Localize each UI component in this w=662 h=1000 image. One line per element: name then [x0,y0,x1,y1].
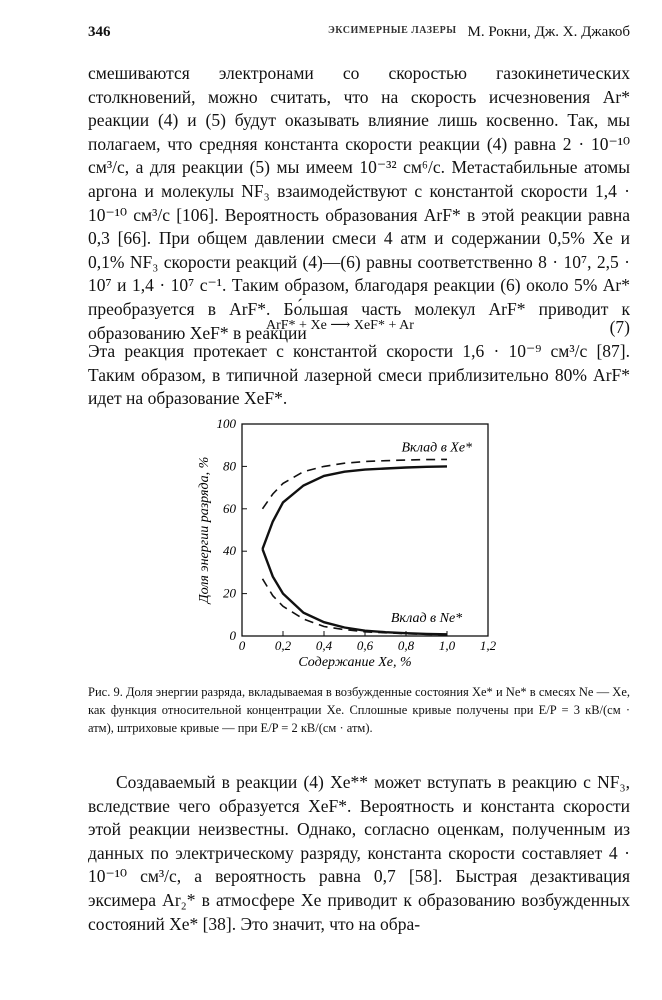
series-line-1 [263,466,448,549]
running-title: ЭКСИМЕРНЫЕ ЛАЗЕРЫ [328,25,457,36]
figure-caption: Рис. 9. Доля энергии разряда, вкладываемая в возбужденные состояния Xe* и Ne* в смесях Ne — Xe, как функция относительной концентрации Xe. Сплошные кривые получены при E/P = 3 кВ/(см · атм), штриховые кривые — при E/P = 2 кВ/(см · атм). [88,685,630,735]
plot-frame [242,424,488,636]
page-header [88,24,630,44]
reaction-equation [88,317,630,337]
body-paragraph-2: Эта реакция протекает с константой скорости 1,6 · 10⁻⁹ см³/с [87]. Таким образом, в типичной лазерной смеси приблизительно 80% ArF* идет на образование XeF*. [88,341,630,409]
x-tick-label: 0 [238,638,246,653]
y-tick-label: 80 [223,458,236,474]
x-tick-label: 0,4 [315,638,333,653]
y-tick-label: 100 [216,416,236,431]
equation-text: ArF* + Xe ⟶ XeF* + Ar [266,318,414,333]
body-paragraph-1: смешиваются электронами со скоростью газокинетических столкновений, можно считать, что на скорость исчезновения Ar* реакции (4) и (5) будут оказывать влияние лишь косвенно. Так, мы полагаем, что средняя константа скорости реакции (4) равна 2 · 10⁻¹⁰ см³/с, а для реакции (5) мы имеем 10⁻³² см⁶/с. Метастабильные атомы аргона и молекулы NF₃ взаимодействуют с константой скорости 1,4 · 10⁻¹⁰ см³/с [106]. Вероятность образования ArF* в этой реакции равна 0,3 [66]. При общем давлении смеси 4 атм и содержании 0,5% Xe и 0,1% NF₃ скорости реакций (4)—(6) равны соответственно 8 · 10⁷, 2,5 · 10⁷ и 1,4 · 10⁷ с⁻¹. Таким образом, благодаря реакции (6) около 5% Ar* преобразуется в ArF*. Бо́льшая часть молекул ArF* приводит к образованию XeF* в реакции [88,63,630,343]
y-tick-label: 60 [223,500,236,516]
running-authors: М. Рокни, Дж. Х. Джакоб [467,24,630,40]
x-tick-label: 0,2 [274,638,292,653]
x-tick-label: 0,8 [397,638,415,653]
figure-9-chart [190,410,520,675]
page-number: 346 [88,24,111,40]
y-axis-label: Доля энергии разряда, % [197,456,212,604]
x-tick-label: 1,0 [438,638,456,653]
x-tick-label: 1,2 [479,638,497,653]
y-tick-label: 0 [229,628,236,643]
annotation-xe: Вклад в Xe* [401,440,473,456]
annotation-ne: Вклад в Ne* [390,611,463,627]
body-paragraph-3: Создаваемый в реакции (4) Xe** может вступать в реакцию с NF₃, вследствие чего образуется XeF*. Вероятность и константа скорости этой реакции неизвестны. Однако, согласно оценкам, полученным из данных по электрическому разряду, константа скорости составляет 4 · 10⁻¹⁰ см³/с, а вероятность равна 0,7 [58]. Быстрая дезактивация эксимера Ar₂* в атмосфере Xe приводит к образованию возбужденных состояний Xe* [38]. Это значит, что на обра- [88,772,630,934]
equation-number: (7) [609,317,630,337]
x-axis-label: Содержание Xe, % [298,655,412,670]
y-tick-label: 40 [223,543,236,559]
y-tick-label: 20 [223,585,236,601]
x-tick-label: 0,6 [356,638,374,653]
series-line-4 [263,579,448,635]
